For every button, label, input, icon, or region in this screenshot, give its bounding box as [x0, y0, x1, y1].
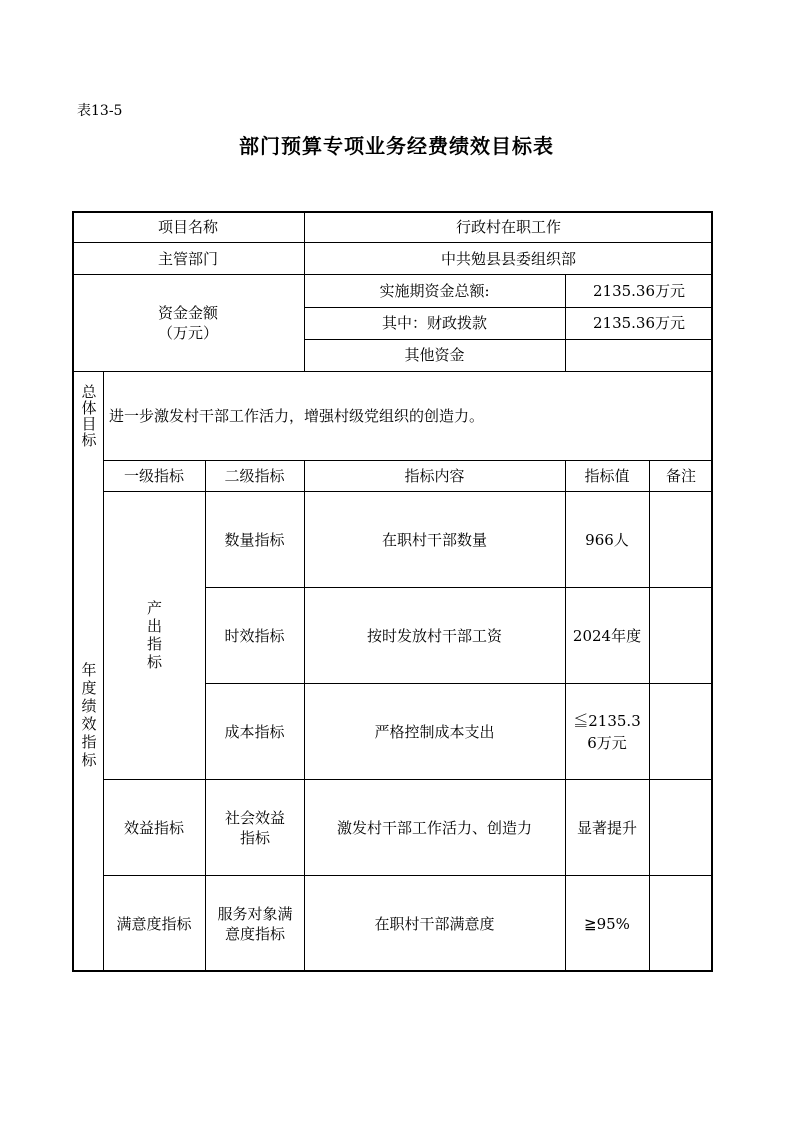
cost-indicator-note: [649, 684, 713, 779]
service-satisfaction-indicator-content: 在职村干部满意度: [374, 914, 495, 933]
service-satisfaction-indicator-note: [649, 876, 713, 971]
funds-label-cell: [72, 275, 304, 371]
timeliness-indicator-note: [649, 588, 713, 683]
social-benefit-indicator-note: [649, 780, 713, 875]
quantity-indicator-content: 在职村干部数量: [381, 530, 487, 549]
quantity-indicator-label: 数量指标: [224, 530, 285, 549]
performance-table: [72, 211, 713, 971]
overall-goal-text: 进一步激发村干部工作活力，增强村级党组织的创造力。: [109, 407, 485, 425]
timeliness-indicator-value: 2024年度: [572, 626, 642, 645]
page-title: 部门预算专项业务经费绩效目标表: [239, 134, 554, 158]
social-benefit-indicator-label: 社会效益指标: [224, 808, 285, 847]
header-level2: 二级指标: [224, 466, 285, 485]
social-benefit-indicator-value: 显著提升: [576, 818, 637, 837]
funds-total-label: 实施期资金总额:: [379, 282, 490, 300]
funds-total-value: 2135.36万元: [592, 282, 686, 300]
service-satisfaction-indicator-label: 服务对象满意度指标: [217, 904, 293, 943]
timeliness-indicator-content: 按时发放村干部工资: [366, 626, 502, 645]
benefit-indicators-label: 效益指标: [123, 818, 184, 837]
header-content: 指标内容: [404, 466, 465, 485]
header-level1: 一级指标: [123, 466, 184, 485]
project-name-label: 项目名称: [157, 218, 218, 236]
header-note: 备注: [665, 466, 696, 485]
quantity-indicator-value: 966人: [585, 530, 629, 549]
social-benefit-indicator-content: 激发村干部工作活力、创造力: [336, 818, 532, 837]
annual-indicators-label: 年度绩效指标: [79, 662, 98, 770]
cost-indicator-value: ≦2135.36万元: [573, 711, 641, 752]
funds-label: 资金金额: [157, 304, 218, 322]
header-value: 指标值: [584, 466, 630, 485]
funds-unit: （万元）: [157, 324, 218, 342]
department-label: 主管部门: [157, 250, 218, 268]
funds-other-label: 其他资金: [404, 346, 465, 364]
overall-goal-label: 总体目标: [79, 384, 98, 448]
project-name-value: 行政村在职工作: [455, 218, 561, 236]
funds-other-value: [565, 339, 713, 371]
department-value: 中共勉县县委组织部: [440, 250, 576, 268]
satisfaction-indicators-label: 满意度指标: [116, 914, 192, 933]
table-id: 表13-5: [77, 103, 123, 119]
output-indicators-label: 产出指标: [145, 599, 163, 672]
service-satisfaction-indicator-value: ≧95%: [584, 914, 630, 933]
cost-indicator-content: 严格控制成本支出: [374, 722, 495, 741]
timeliness-indicator-label: 时效指标: [224, 626, 285, 645]
cost-indicator-label: 成本指标: [224, 722, 285, 741]
quantity-indicator-note: [649, 492, 713, 587]
funds-fiscal-value: 2135.36万元: [592, 314, 686, 332]
funds-fiscal-label: 其中：财政拨款: [381, 314, 487, 332]
